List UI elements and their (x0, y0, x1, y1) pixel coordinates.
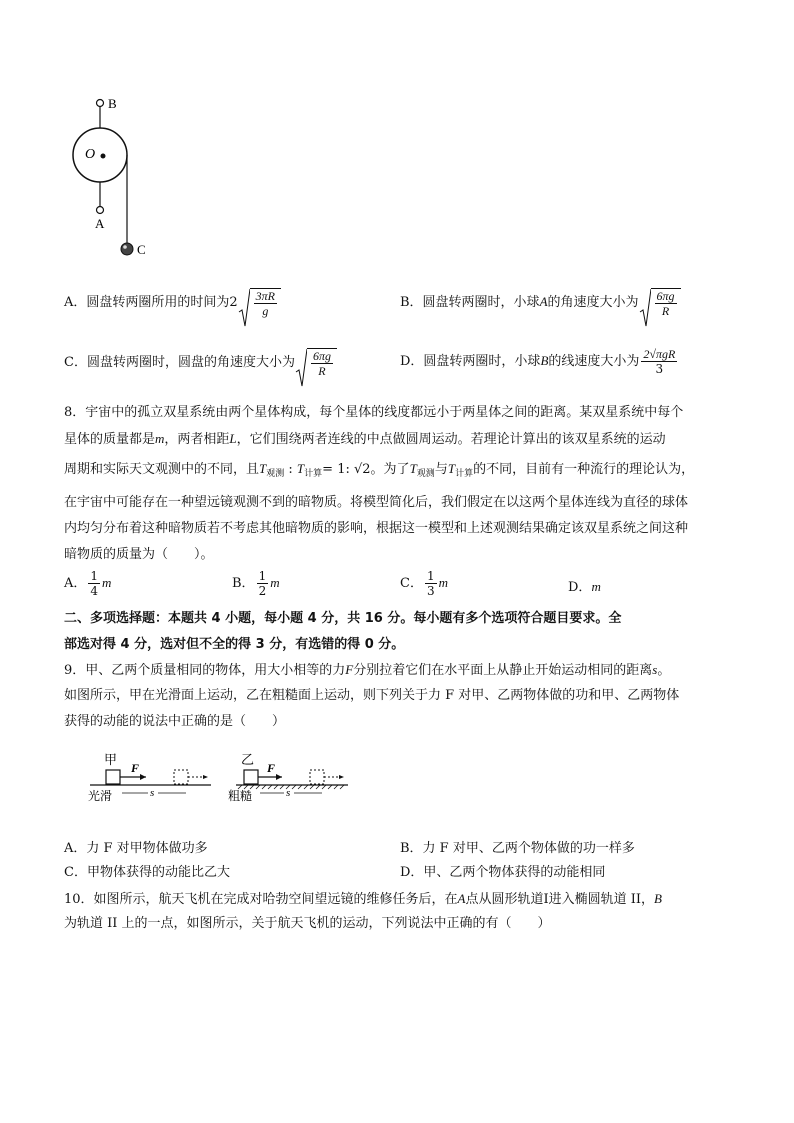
q8-option-b[interactable]: B． $\frac{1}{2}$ m (232, 569, 280, 598)
q9-figure (86, 748, 356, 808)
q9-line-2: 如图所示，甲在光滑面上运动，乙在粗糙面上运动，则下列关于力 F 对甲、乙两物体做的功和甲、乙两物体 (64, 688, 680, 703)
q7-option-c[interactable]: C．圆盘转两圈时，圆盘的角速度大小为 $\frac{6\pi g}{R}$ (64, 348, 337, 377)
q8-line-4: 在宇宙中可能存在一种望远镜观测不到的暗物质。将模型简化后，我们假定在以这两个星体连线为直径的球体 (64, 495, 689, 510)
pulley-figure (60, 90, 170, 270)
fig-yi-label: 乙 (241, 752, 255, 767)
q7-option-a[interactable]: A．圆盘转两圈所用的时间为2 $\frac{3\pi R}{g}$ (64, 288, 281, 317)
q9-option-a[interactable]: A．力 F 对甲物体做功多 (64, 841, 208, 856)
q9-option-c[interactable]: C．甲物体获得的动能比乙大 (64, 865, 230, 880)
label-a: A (95, 216, 105, 231)
fig-rough-label: 粗糙 (228, 789, 253, 803)
fig-s-label-1: s (150, 787, 155, 799)
label-b: B (108, 96, 117, 111)
section2-line-2: 部选对得 4 分，选对但不全的得 3 分，有选错的得 0 分。 (64, 637, 405, 652)
fig-jia-label: 甲 (104, 752, 118, 767)
fig-f-label-1: F (131, 761, 140, 775)
q9-option-b[interactable]: B．力 F 对甲、乙两个物体做的功一样多 (400, 841, 635, 856)
q10-line-2: 为轨道 II 上的一点，如图所示，关于航天飞机的运动，下列说法中正确的有（ ） (64, 916, 551, 931)
fig-smooth-label: 光滑 (88, 789, 113, 803)
q8-option-d[interactable]: D．m (568, 579, 601, 595)
q8-line-6: 暗物质的质量为（ ）。 (64, 547, 214, 562)
q8-line-5: 内均匀分布着这种暗物质若不考虑其他暗物质的影响，根据这一模型和上述观测结果确定该双星系统之间这种 (64, 521, 689, 536)
ratio-value: = 1: √2 (322, 462, 371, 477)
q9-option-d[interactable]: D．甲、乙两个物体获得的动能相同 (400, 865, 606, 880)
q8-option-a[interactable]: A． $\frac{1}{4}$ m (64, 569, 112, 598)
q8-line-2: 星体的质量都是m，两者相距L，它们围绕两者连线的中点做圆周运动。若理论计算出的该双星系统的运动 (64, 431, 666, 447)
q7-option-b[interactable]: B．圆盘转两圈时，小球A的角速度大小为 $\frac{6\pi g}{R}$ (400, 288, 681, 317)
q9-line-1: 9．甲、乙两个质量相同的物体，用大小相等的力F分别拉着它们在水平面上从静止开始运动相同的距离s。 (64, 662, 671, 678)
q8-option-c[interactable]: C． $\frac{1}{3}$ m (400, 569, 448, 598)
q7-option-d[interactable]: D．圆盘转两圈时，小球B的线速度大小为 $\frac{\text{2√πgR}}{3}$ (400, 347, 676, 376)
q10-line-1: 10．如图所示，航天飞机在完成对哈勃空间望远镜的维修任务后，在A点从圆形轨道Ⅰ进入椭圆轨道 II，B (64, 891, 662, 907)
q8-line-3: 周期和实际天文观测中的不同，且$T_{观测}$ : $T_{计算}= 1$: √2。为了$T_{观测}$与$T_{计算}$的不同，目前有一种流行的理论认为， (64, 461, 695, 479)
q9-line-3: 获得的动能的说法中正确的是（ ） (64, 714, 286, 729)
fig-f-label-2: F (267, 761, 276, 775)
label-c: C (137, 242, 146, 257)
q8-line-1: 8．宇宙中的孤立双星系统由两个星体构成，每个星体的线度都远小于两星体之间的距离。某双星系统中每个 (64, 405, 684, 420)
fig-s-label-2: s (286, 787, 291, 799)
section2-line-1: 二、多项选择题：本题共 4 小题，每小题 4 分，共 16 分。每小题有多个选项符合题目要求。全 (64, 611, 622, 626)
label-o: O (85, 147, 96, 162)
